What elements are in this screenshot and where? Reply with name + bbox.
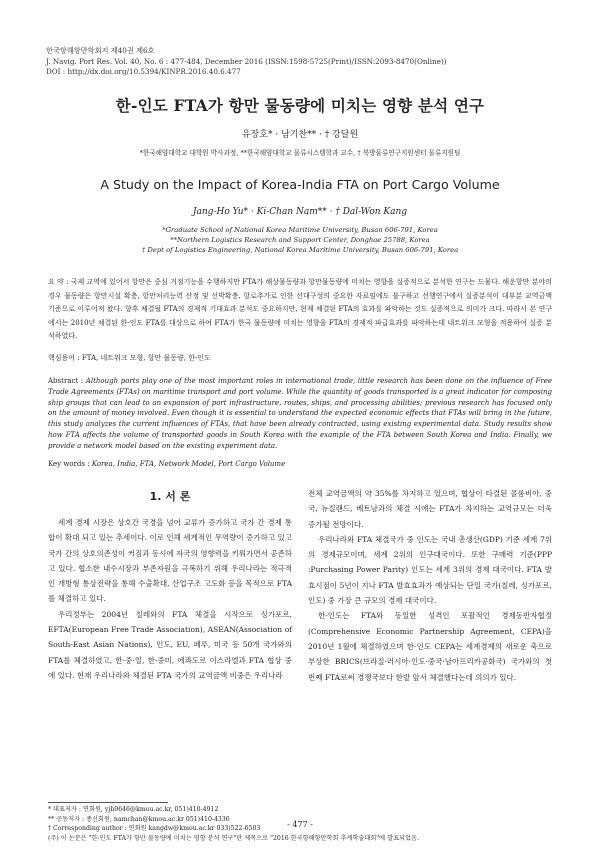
footnote-divider [48,802,168,803]
journal-citation: J. Navig. Port Res. Vol. 40, No. 6 : 477-484, December 2016 (ISSN:1598-5725(Print)/ISSN:2093-8470(Online)) [46,56,447,66]
abstract-text: Although ports play one of the most important roles in international trade, little research has been done on the influence of Free Trade Agreements (FTAs) on maritime transport and port volume. While the quantity of goods transported is a great indicator for composing ship groups that can lead to an expansion of port infrastructure, routes, ships, and processing abilities; previous research has focused only on the amount of money involved. Even though it is essential to understand the expected economic effects that FTAs will bring in the future, this study analyzes the current influences of FTAs, that have been already contracted, using existing experimental data. Study results show how FTA affects the volume of transported goods in South Korea with the example of the FTA between South Korea and India. Finally, we provide a network model based on the existing experiment data. [48,377,553,450]
footnote: (주) 이 논문은 "한-인도 FTA가 항만 물동량에 미치는 영향 분석 연구"란 제목으로 "2016 한국항해항만학회 추계학술대회"에 발표되었음. [48,834,419,842]
paragraph: 우리나라와 FTA 체결국가 중 인도는 국내 총생산(GDP) 기준 세계 7위의 경제규모이며, 세계 2위의 인구대국이다. 또한 구매력 기준(PPP :Purchasing Power Parity) 인도는 세계 3위의 경제 대국이다. FTA 발효시점이 5년이 지나 FTA 발효효과가 예상되는 단일 국가(칠레, 싱가포르, 인도) 중 가장 큰 규모의 경제 대국이다. [308,534,552,606]
affiliation-korean: *한국해양대학교 대학원 박사과정, **한국해양대학교 물류시스템학과 교수, † 북방물류연구지원센터 물류지원팀 [139,149,461,157]
paragraph: 세계 경제 시장은 상호간 국경을 넘어 교류가 증가하고 국가 간 경제 통합이 확대 되고 있는 추세이다. 이로 인해 세계적인 무역량이 증가하고 있고 국가 간의 상호의존성이 커짐과 동시에 자국의 영향력을 키워가면서 공존하고 있다. 협소한 내수시장과 부존자원을 극복하기 위해 우리나라는 적극적인 개방형 통상전략을 통해 수출확대, 산업구조 고도화 등을 목적으로 FTA를 체결하고 있다. [48,518,292,604]
paragraph: 한-인도는 FTA와 동일한 성격인 포괄적인 경제동반자협정(Comprehensive Economic Partnership Agreement, CEPA)을 2010년 1월에 체결하였으며 한-인도 CEPA는 세계경제의 새로운 축으로 부상한 BRICS(브라질·러시아·인도·중국·남아프리카공화국) 국가와의 첫 번째 FTA로써 경쟁국보다 한발 앞서 체결했다는데 의의가 있다. [308,611,552,682]
journal-header [46,46,447,78]
authors-english: Jang-Ho Yu* · Ki-Chan Nam** · † Dal-Won Kang [192,207,408,217]
section-heading: 1. 서 론 [149,490,191,503]
journal-name: 한국항해항만학회지 제40권 제6호 [46,46,155,55]
paragraph: 전체 교역금액의 약 35%를 차지하고 있으며, 협상이 타결된 콜롬비아, 중국, 뉴질랜드, 베트남과의 체결 시에는 FTA가 차지하는 교역규모는 더욱 증가될 전망이다. [308,489,552,529]
footnote: † Corresponding author : 연회원 kangdw@kmou.ac.kr 033)522-6503 [48,825,261,832]
footnote: ** 공동저자 : 종신회원, namchan@kmou.ac.kr 051)410-4336 [48,815,230,823]
paper-title-korean: 한-인도 FTA가 항만 물동량에 미치는 영향 분석 연구 [115,96,485,115]
paper-title-english: A Study on the Impact of Korea-India FTA on Port Cargo Volume [100,177,500,192]
abstract-label: Abstract : [48,377,84,385]
abstract-korean: 요 약 : 국제 교역에 있어서 항만은 중심 거점기능을 수행하지만 FTA가 해상물동량과 항만물동량에 미치는 영향을 실증적으로 분석한 연구는 드물다. 해운항만 분야의 경우 물동량은 항만시설 확충, 항만처리능력 산정 및 선박확충, 항로추가로 인한 선대구성의 중요한 자료임에도 불구하고 선행연구에서 실증분석이 대부분 교역금액 기준으로 이루어져 왔다. 향후 체결될 FTA의 경제적 기대효과 분석도 중요하지만, 현재 체결된 FTA의 효과를 파악하는 것도 실증적으로 의미가 크다. 따라서 본 연구에서는 2010년 체결된 한-인도 FTA를 대상으로 하여 FTA가 한국 물동량에 미치는 영향을 FTA의 경제적 파급효과를 파악하는데 네트워크 모형을 적용하여 실증 분석하였다. [48,278,552,341]
keywords-label: Key words : [48,460,90,468]
affiliation-english [0,225,600,256]
page-number: - 477 - [287,820,313,829]
authors-korean: 유장호* · 남기찬** · † 강달원 [241,130,359,140]
body-column-left [48,515,292,683]
abstract-english [48,376,552,452]
paragraph: 우리정부는 2004년 칠레와의 FTA 체결을 시작으로 싱가포르, EFTA(European Free Trade Association), ASEAN(Association of South-East Asian Nations), 인도, EU, 페루, 미국 등 50개 국가와의 FTA를 체결하였고, 한-중-일, 한-중미, 에콰도르 이스라엘과 FTA 협상 중에 있다. 현재 우리나라와 체결된 FTA 국가의 교역금액 비중은 우리나라 [48,609,292,680]
keywords-korean: 핵심용어 : FTA, 네트워크 모형, 항만 물동량, 한-인도 [48,354,211,362]
affiliation-line: † Dept of Logistics Engineering, National Korea Maritime University, Busan 606-791, Korea [141,246,459,255]
body-column-right [308,486,552,685]
doi-link[interactable]: DOI : http://dx.doi.org/10.5394/KINPR.2016.40.6.477 [46,67,241,76]
affiliation-line: *Graduate School of National Korea Maritime University, Busan 606-791, Korea [162,226,438,234]
affiliation-line: **Northern Logistics Research and Support Center, Donghae 25788, Korea [170,236,430,245]
keywords-text: Korea, India, FTA, Network Model, Port Cargo Volume [91,460,286,468]
footnote: * 대표저자 : 연회원, yjh9646@kmou.ac.kr, 051)410-4912 [48,806,219,813]
keywords-english [48,460,285,468]
